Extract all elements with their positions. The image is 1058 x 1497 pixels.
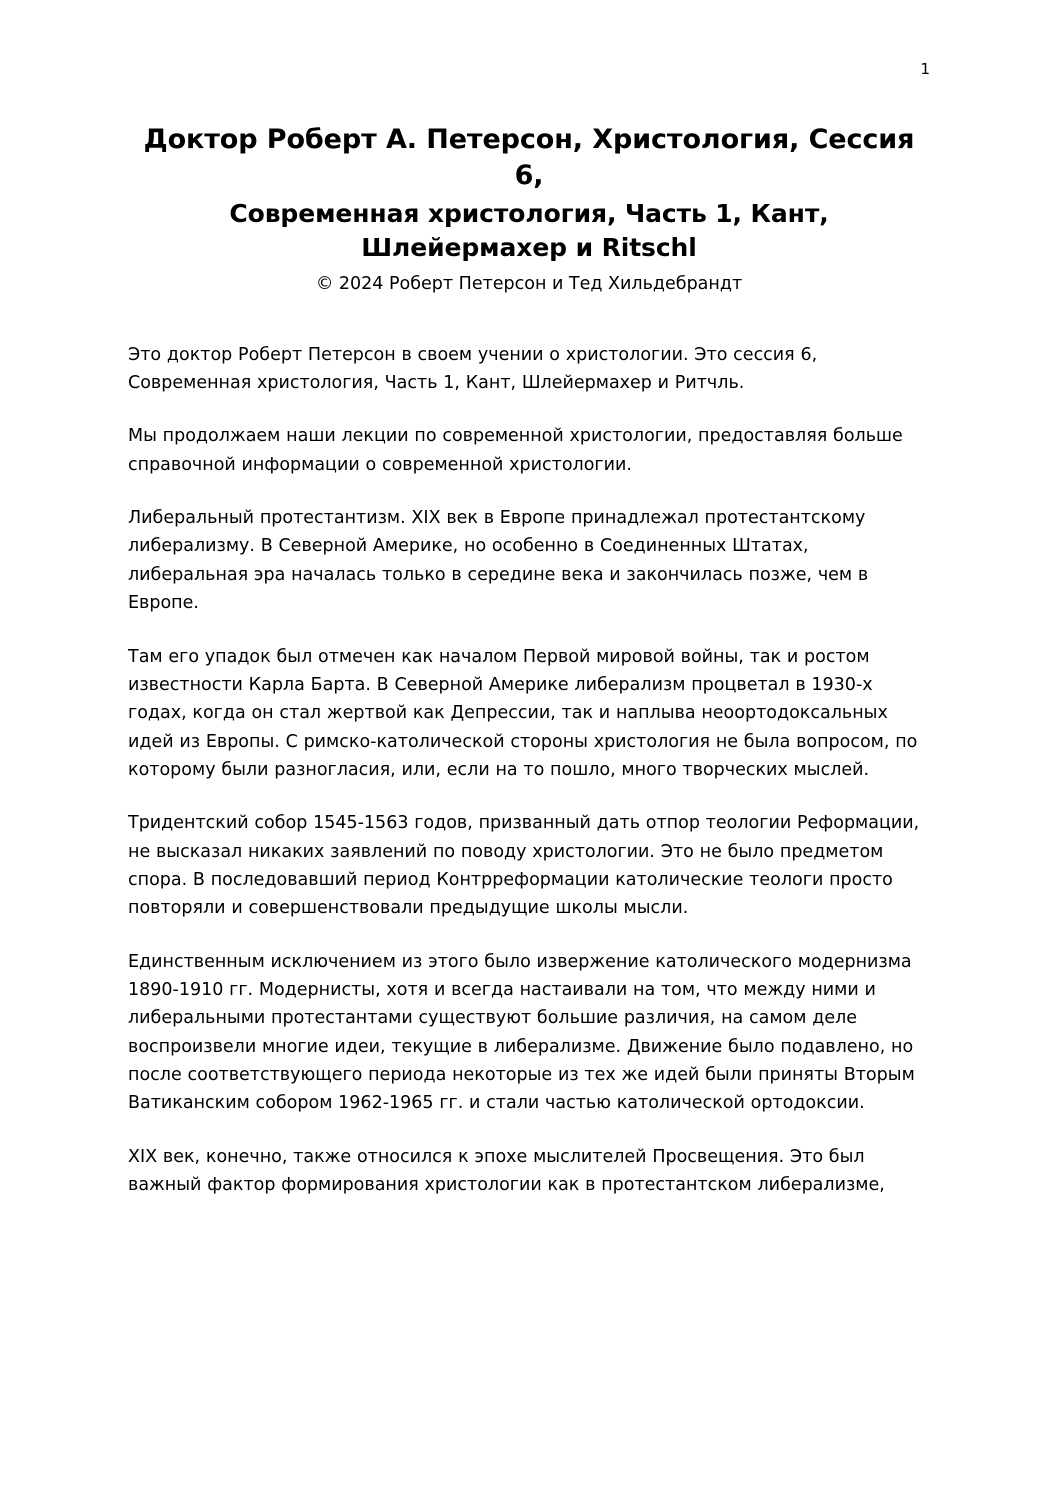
body-paragraph: Тридентский собор 1545-1563 годов, призванный дать отпор теологии Реформации, не высказал никаких заявлений по поводу христологии. Это не было предметом спора. В последовавший период Контрреформации католические теологи просто повторяли и совершенствовали предыдущие школы мысли. <box>128 813 920 919</box>
page-subtitle <box>128 197 930 264</box>
page-title-line-2: 6, <box>514 159 544 191</box>
page-number: 1 <box>920 60 930 78</box>
copyright-line: © 2024 Роберт Петерсон и Тед Хильдебрандт <box>315 274 743 295</box>
body-paragraph: Это доктор Роберт Петерсон в своем учении о христологии. Это сессия 6, Современная христология, Часть 1, Кант, Шлейермахер и Ритчль. <box>128 344 818 394</box>
page-subtitle-line-2: Шлейермахер и Ritschl <box>361 232 697 262</box>
body-paragraph: Либеральный протестантизм. XIX век в Европе принадлежал протестантскому либерализму. В Северной Америке, но особенно в Соединенных Штатах, либеральная эра началась только в середине века и закончилась позже, чем в Европе. <box>128 508 869 614</box>
page-subtitle-line-1: Современная христология, Часть 1, Кант, <box>229 199 829 229</box>
title-block <box>128 122 930 297</box>
page-title-line-1: Доктор Роберт А. Петерсон, Христология, Сессия <box>143 124 915 155</box>
page-title <box>128 122 930 193</box>
body-paragraph: Мы продолжаем наши лекции по современной христологии, предоставляя больше справочной информации о современной христологии. <box>128 426 903 475</box>
body-paragraph: Там его упадок был отмечен как началом Первой мировой войны, так и ростом известности Карла Барта. В Северной Америке либерализм процветал в 1930-х годах, когда он стал жертвой как Депрессии, так и наплыва неоортодоксальных идей из Европы. С римско-католической стороны христология не была вопросом, по которому были разногласия, или, если на то пошло, много творческих мыслей. <box>128 646 918 780</box>
body-paragraph: Единственным исключением из этого было извержение католического модернизма 1890-1910 гг. Модернисты, хотя и всегда настаивали на том, что между ними и либеральными протестантами существуют большие различия, на самом деле воспроизвели многие идеи, текущие в либерализме. Движение было подавлено, но после соответствующего периода некоторые из тех же идей были приняты Вторым Ватиканским собором 1962-1965 гг. и стали частью католической ортодоксии. <box>128 951 915 1114</box>
body-paragraph: XIX век, конечно, также относился к эпохе мыслителей Просвещения. Это был важный фактор формирования христологии как в протестантском либерализме, <box>128 1146 885 1195</box>
document-body <box>128 341 930 1200</box>
